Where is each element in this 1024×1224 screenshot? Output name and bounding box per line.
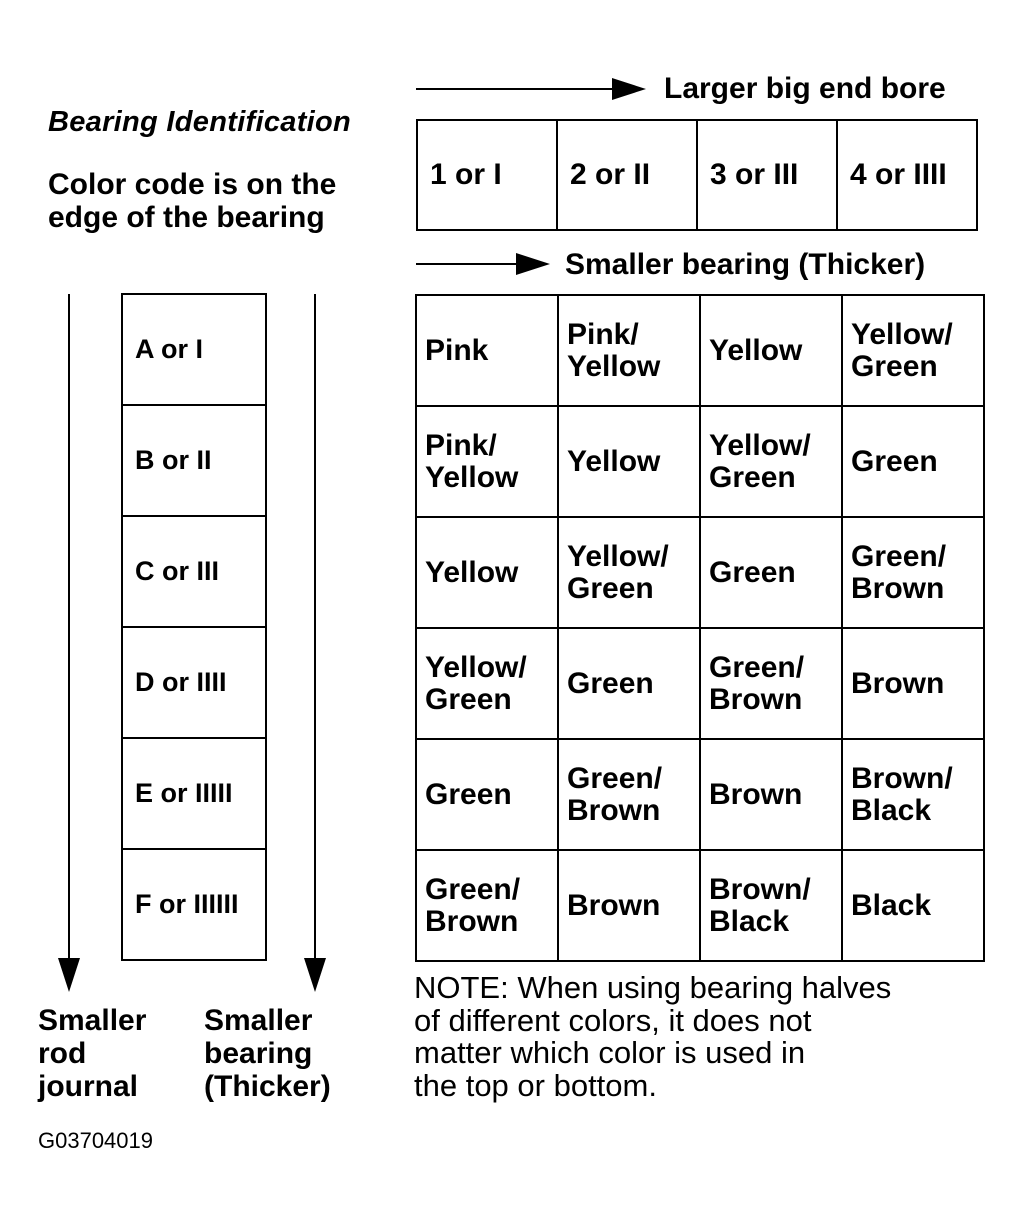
grid-cell-text: Black [851, 793, 932, 827]
left-arrow-label [38, 1004, 146, 1103]
column-header-table [416, 119, 978, 231]
grid-cell [416, 850, 558, 961]
grid-cell-text: Pink/ [425, 428, 497, 462]
top-arrow-label: Larger big end bore [664, 72, 946, 105]
row-label-b: B or II [122, 405, 266, 516]
column-header-row [417, 120, 977, 230]
grid-cell-text: Green [709, 555, 796, 589]
grid-cell [558, 406, 700, 517]
left-arrow-line [68, 294, 70, 962]
grid-cell-text: Brown [567, 793, 661, 827]
grid-row [416, 517, 984, 628]
grid-cell [842, 406, 984, 517]
row-label-f: F or IIIIII [122, 849, 266, 960]
grid-row [416, 406, 984, 517]
right-arrow-line [314, 294, 316, 962]
right-arrow-label [204, 1004, 331, 1103]
grid-cell-text: Brown [851, 571, 945, 605]
color-code-grid [415, 294, 985, 962]
mid-arrow-label: Smaller bearing (Thicker) [565, 248, 926, 281]
grid-cell-text: Brown/ [851, 761, 953, 795]
grid-cell-text: Brown [709, 777, 803, 811]
column-header-1: 1 or I [417, 120, 557, 230]
right-arrow-label-line-2: bearing [204, 1037, 313, 1070]
grid-row [416, 739, 984, 850]
left-arrow-label-line-1: Smaller [38, 1004, 147, 1037]
grid-cell-text: Brown [851, 666, 945, 700]
grid-cell-text: Green/ [567, 761, 663, 795]
grid-cell-text: Pink [425, 333, 489, 367]
grid-cell-text: Yellow [567, 444, 661, 478]
column-header-4: 4 or IIII [837, 120, 977, 230]
mid-arrow-head-icon [516, 253, 550, 275]
grid-row [416, 295, 984, 406]
top-arrow-line [416, 88, 616, 90]
grid-cell [842, 628, 984, 739]
grid-cell [416, 406, 558, 517]
grid-cell [700, 850, 842, 961]
right-arrow-head-icon [304, 958, 326, 992]
grid-cell-text: Yellow/ [567, 539, 669, 573]
grid-cell-text: Green/ [425, 872, 521, 906]
grid-cell-text: Brown [567, 888, 661, 922]
diagram-title: Bearing Identification [48, 106, 352, 138]
grid-cell [416, 739, 558, 850]
note-line-3: matter which color is used in [414, 1035, 806, 1070]
grid-cell [700, 517, 842, 628]
grid-cell-text: Green [851, 444, 938, 478]
grid-cell [558, 850, 700, 961]
row-label-c: C or III [122, 516, 266, 627]
grid-cell [416, 295, 558, 406]
grid-cell [842, 517, 984, 628]
note-line-1: NOTE: When using bearing halves [414, 970, 892, 1005]
grid-cell [842, 850, 984, 961]
grid-cell-text: Yellow/ [709, 428, 811, 462]
grid-cell-text: Yellow/ [851, 317, 953, 351]
grid-cell-text: Black [851, 888, 932, 922]
left-arrow-head-icon [58, 958, 80, 992]
grid-cell-text: Brown [709, 682, 803, 716]
grid-cell-text: Green [425, 777, 512, 811]
grid-cell-text: Brown/ [709, 872, 811, 906]
grid-cell-text: Black [709, 904, 790, 938]
grid-cell-text: Green [567, 666, 654, 700]
subtitle [48, 168, 336, 234]
mid-arrow-line [416, 263, 526, 265]
grid-cell-text: Green/ [709, 650, 805, 684]
row-label-a: A or I [122, 294, 266, 405]
grid-cell-text: Green [425, 682, 512, 716]
note-line-2: of different colors, it does not [414, 1002, 812, 1038]
column-header-3: 3 or III [697, 120, 837, 230]
grid-cell [700, 295, 842, 406]
row-label-d: D or IIII [122, 627, 266, 738]
grid-cell [416, 628, 558, 739]
grid-cell-text: Green [709, 460, 796, 494]
grid-cell-text: Yellow/ [425, 650, 527, 684]
left-arrow-label-line-2: rod [38, 1037, 87, 1070]
figure-id: G03704019 [38, 1128, 153, 1153]
grid-cell [842, 295, 984, 406]
right-arrow-label-line-3: (Thicker) [204, 1070, 331, 1103]
grid-cell-text: Green/ [851, 539, 947, 573]
subtitle-line-1: Color code is on the [48, 168, 337, 201]
grid-cell-text: Yellow [425, 555, 519, 589]
column-header-2: 2 or II [557, 120, 697, 230]
grid-cell [558, 517, 700, 628]
grid-cell [558, 628, 700, 739]
grid-cell [558, 739, 700, 850]
grid-cell [416, 517, 558, 628]
note-line-4: the top or bottom. [414, 1067, 657, 1103]
grid-cell-text: Green [567, 571, 654, 605]
left-arrow-label-line-3: journal [38, 1070, 139, 1103]
grid-cell-text: Green [851, 349, 938, 383]
grid-cell [558, 295, 700, 406]
subtitle-line-2: edge of the bearing [48, 201, 325, 234]
grid-cell-text: Pink/ [567, 317, 639, 351]
grid-cell [842, 739, 984, 850]
grid-row [416, 628, 984, 739]
grid-cell [700, 628, 842, 739]
grid-row [416, 850, 984, 961]
row-label-table [121, 293, 267, 961]
top-arrow-head-icon [612, 78, 646, 100]
grid-cell-text: Yellow [425, 460, 519, 494]
note [414, 972, 891, 1102]
row-label-e: E or IIIII [122, 738, 266, 849]
grid-cell [700, 406, 842, 517]
grid-cell-text: Yellow [709, 333, 803, 367]
right-arrow-label-line-1: Smaller [204, 1004, 313, 1037]
grid-cell [700, 739, 842, 850]
grid-cell-text: Brown [425, 904, 519, 938]
grid-cell-text: Yellow [567, 349, 661, 383]
